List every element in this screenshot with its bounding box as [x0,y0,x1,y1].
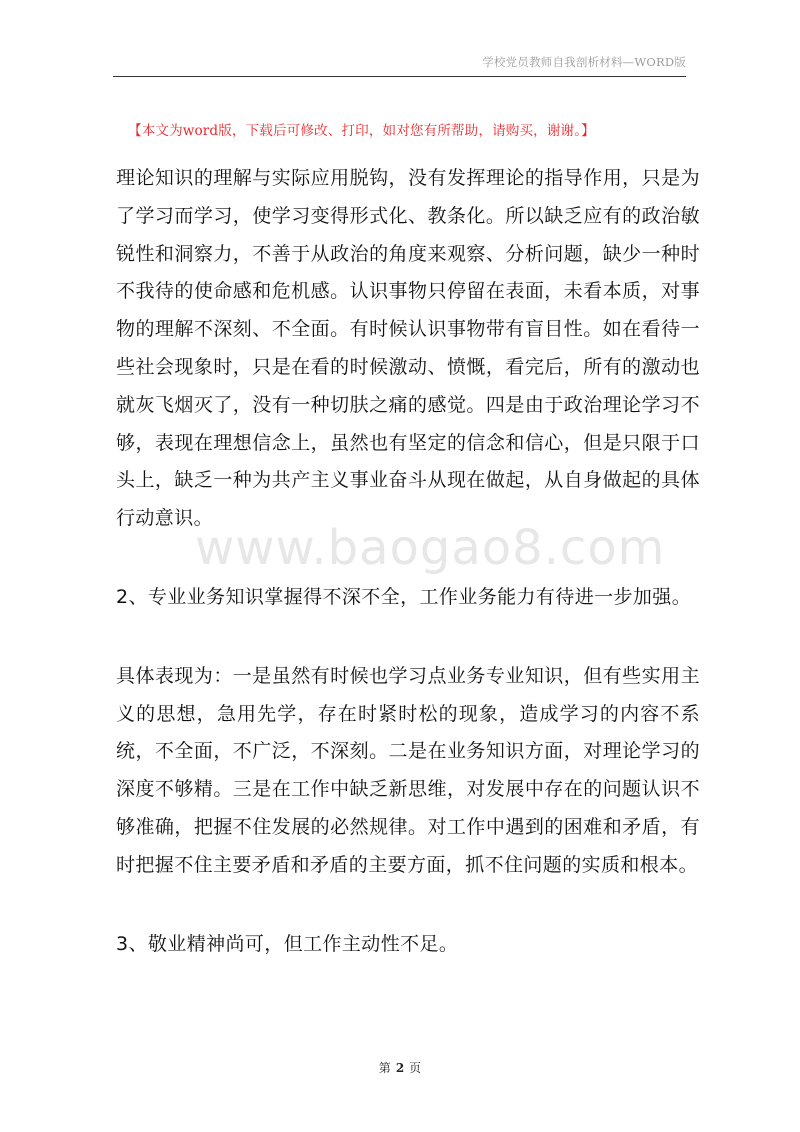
document-title: 学校党员教师自我剖析材料—WORD版 [482,55,686,69]
page-label-suffix: 页 [409,1061,422,1075]
watermark: www.baogao8.com [195,520,666,576]
document-body [116,160,700,963]
section-heading-dedication: 3、敬业精神尚可，但工作主动性不足。 [116,932,459,955]
page-number: 2 [395,1061,405,1075]
page-header [113,48,686,77]
page-footer [0,1059,800,1076]
download-notice: 【本文为word版，下载后可修改、打印，如对您有所帮助，请购买，谢谢。】 [128,123,595,139]
paragraph-specific-performance: 具体表现为：一是虽然有时候也学习点业务专业知识，但有些实用主义的思想，急用先学，存在时紧时松的现象，造成学习的内容不系统，不全面，不广泛，不深刻。二是在业务知识方面，对理论学习的深度不够精。三是在工作中缺乏新思维，对发展中存在的问题认识不够准确，把握不住发展的必然规律。对工作中遇到的困难和矛盾，有时把握不住主要矛盾和矛盾的主要方面，抓不住问题的实质和根本。 [116,664,700,876]
page-label-prefix: 第 [378,1061,391,1075]
paragraph-theory-study: 理论知识的理解与实际应用脱钩，没有发挥理论的指导作用，只是为了学习而学习，使学习变得形式化、教条化。所以缺乏应有的政治敏锐性和洞察力，不善于从政治的角度来观察、分析问题，缺少一种时不我待的使命感和危机感。认识事物只停留在表面，未看本质，对事物的理解不深刻、不全面。有时候认识事物带有盲目性。如在看待一些社会现象时，只是在看的时候激动、愤慨，看完后，所有的激动也就灰飞烟灭了，没有一种切肤之痛的感觉。四是由于政治理论学习不够，表现在理想信念上，虽然也有坚定的信念和信心，但是只限于口头上，缺乏一种为共产主义事业奋斗从现在做起，从自身做起的具体行动意识。 [116,167,700,530]
section-heading-professional-knowledge: 2、专业业务知识掌握得不深不全，工作业务能力有待进一步加强。 [116,585,692,608]
